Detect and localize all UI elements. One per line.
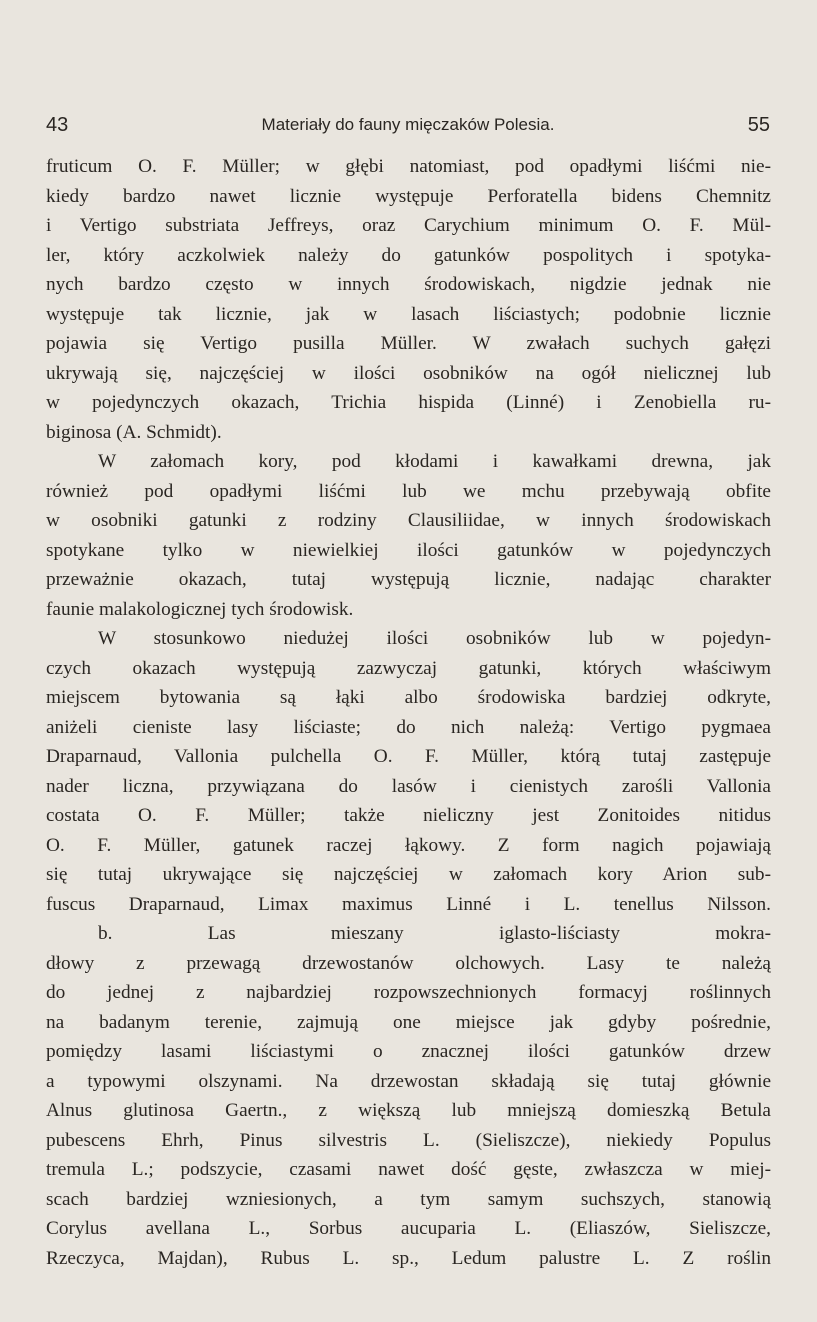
text-line: tremula L.; podszycie, czasami nawet dość gęste, zwłaszcza w miej-: [46, 1159, 771, 1180]
text-line: Alnus glutinosa Gaertn., z większą lub mniejszą domieszką Betula: [46, 1100, 771, 1121]
page-number-left: 43: [46, 114, 69, 136]
text-line: dłowy z przewagą drzewostanów olchowych. Lasy te należą: [46, 952, 771, 974]
text-line: i Vertigo substriata Jeffreys, oraz Carychium minimum O. F. Mül-: [46, 215, 771, 236]
body-text: [46, 152, 771, 1273]
text-line: Draparnaud, Vallonia pulchella O. F. Müller, którą tutaj zastępuje: [46, 746, 771, 767]
text-line: spotykane tylko w niewielkiej ilości gatunków w pojedynczych: [46, 539, 771, 561]
text-line: nych bardzo często w innych środowiskach, nigdzie jednak nie: [46, 274, 771, 295]
text-line: pojawia się Vertigo pusilla Müller. W zwałach suchych gałęzi: [46, 333, 771, 354]
text-line: w pojedynczych okazach, Trichia hispida (Linné) i Zenobiella ru-: [46, 392, 771, 413]
text-line: ukrywają się, najczęściej w ilości osobników na ogół nielicznej lub: [46, 362, 771, 384]
paragraph-first-line: W stosunkowo niedużej ilości osobników lub w pojedyn-: [98, 628, 771, 649]
text-line: faunie malakologicznej tych środowisk.: [46, 598, 354, 620]
text-line: ler, który aczkolwiek należy do gatunków pospolitych i spotyka-: [46, 244, 771, 266]
text-line: O. F. Müller, gatunek raczej łąkowy. Z form nagich pojawiają: [46, 834, 771, 856]
text-line: Corylus avellana L., Sorbus aucuparia L. (Eliaszów, Sieliszcze,: [46, 1218, 771, 1239]
paragraph-first-line: W załomach kory, pod kłodami i kawałkami drewna, jak: [98, 451, 771, 472]
text-line: czych okazach występują zazwyczaj gatunki, których właściwym: [46, 657, 771, 679]
text-line: się tutaj ukrywające się najczęściej w załomach kory Arion sub-: [46, 864, 771, 885]
text-line: fuscus Draparnaud, Limax maximus Linné i L. tenellus Nilsson.: [46, 893, 771, 915]
text-line: kiedy bardzo nawet licznie występuje Perforatella bidens Chemnitz: [46, 185, 771, 207]
text-line: a typowymi olszynami. Na drzewostan składają się tutaj głównie: [46, 1070, 771, 1092]
text-line: występuje tak licznie, jak w lasach liściastych; podobnie licznie: [46, 303, 771, 325]
text-line: scach bardziej wzniesionych, a tym samym suchszych, stanowią: [46, 1188, 771, 1210]
text-line: do jednej z najbardziej rozpowszechnionych formacyj roślinnych: [46, 982, 771, 1003]
text-line: costata O. F. Müller; także nieliczny jest Zonitoides nitidus: [46, 805, 771, 826]
text-line: Rzeczyca, Majdan), Rubus L. sp., Ledum palustre L. Z roślin: [46, 1247, 771, 1269]
page-number-right: 55: [747, 114, 770, 136]
running-title: Materiały do fauny mięczaków Polesia.: [261, 115, 555, 134]
text-line: biginosa (A. Schmidt).: [46, 421, 222, 443]
text-line: pubescens Ehrh, Pinus silvestris L. (Sieliszcze), niekiedy Populus: [46, 1129, 771, 1151]
text-line: na badanym terenie, zajmują one miejsce jak gdyby pośrednie,: [46, 1011, 771, 1033]
text-line: przeważnie okazach, tutaj występują licznie, nadając charakter: [46, 569, 771, 590]
text-line: fruticum O. F. Müller; w głębi natomiast, pod opadłymi liśćmi nie-: [46, 156, 771, 177]
text-line: nader liczna, przywiązana do lasów i cienistych zarośli Vallonia: [46, 775, 771, 797]
running-header: [46, 114, 770, 144]
text-line: pomiędzy lasami liściastymi o znacznej ilości gatunków drzew: [46, 1041, 771, 1062]
text-line: miejscem bytowania są łąki albo środowiska bardziej odkryte,: [46, 687, 771, 708]
text-line: również pod opadłymi liśćmi lub we mchu przebywają obfite: [46, 480, 771, 502]
text-line: w osobniki gatunki z rodziny Clausiliidae, w innych środowiskach: [46, 510, 771, 531]
text-line: aniżeli cieniste lasy liściaste; do nich należą: Vertigo pygmaea: [46, 716, 771, 738]
section-heading-line: b. Las mieszany iglasto-liściasty mokra-: [98, 923, 771, 944]
